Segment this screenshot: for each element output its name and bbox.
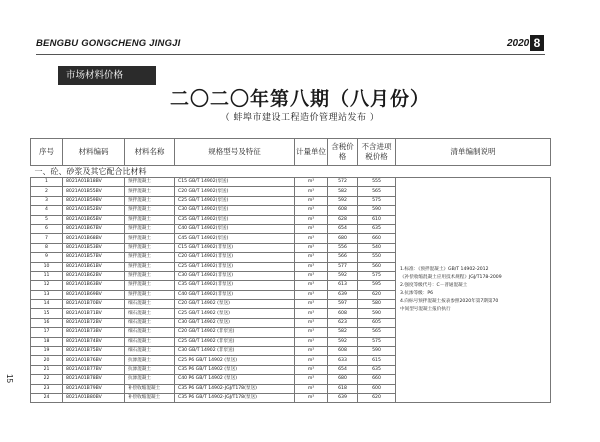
cell-name: 预拌混凝土 — [125, 196, 175, 205]
cell-no: 3 — [31, 196, 63, 205]
cell-name: 细石混凝土 — [125, 300, 175, 309]
cell-unit: m³ — [295, 224, 328, 233]
cell-spec: C25 GB/T 14902(泵送) — [175, 196, 295, 205]
cell-no: 12 — [31, 281, 63, 290]
cell-name: 预拌混凝土 — [125, 290, 175, 299]
cell-name: 细石混凝土 — [125, 309, 175, 318]
cell-tax-price: 605 — [358, 318, 396, 327]
header-unit: 计量单位 — [295, 139, 328, 166]
cell-price: 608 — [328, 206, 358, 215]
cell-unit: m³ — [295, 365, 328, 374]
cell-unit: m³ — [295, 281, 328, 290]
cell-tax-price: 575 — [358, 196, 396, 205]
cell-unit: m³ — [295, 328, 328, 337]
cell-code: 8021A01B55BV — [63, 187, 125, 196]
cell-no: 9 — [31, 253, 63, 262]
cell-tax-price: 565 — [358, 187, 396, 196]
cell-tax-price: 540 — [358, 243, 396, 252]
cell-code: 8021A01B75BV — [63, 347, 125, 356]
cell-price: 592 — [328, 196, 358, 205]
cell-no: 23 — [31, 384, 63, 393]
cell-price: 577 — [328, 262, 358, 271]
cell-unit: m³ — [295, 290, 328, 299]
cell-unit: m³ — [295, 243, 328, 252]
cell-name: 补偿收缩混凝土 — [125, 393, 175, 402]
cell-price: 613 — [328, 281, 358, 290]
note-cell — [396, 178, 551, 403]
cell-price: 556 — [328, 243, 358, 252]
cell-price: 680 — [328, 375, 358, 384]
cell-no: 1 — [31, 178, 63, 187]
cell-tax-price: 595 — [358, 281, 396, 290]
table-row — [31, 178, 551, 187]
cell-tax-price: 600 — [358, 384, 396, 393]
cell-tax-price: 635 — [358, 224, 396, 233]
cell-unit: m³ — [295, 318, 328, 327]
header-tax-price: 不含进项税价格 — [358, 139, 396, 166]
cell-name: 细石混凝土 — [125, 347, 175, 356]
cell-price: 597 — [328, 300, 358, 309]
cell-no: 2 — [31, 187, 63, 196]
cell-name: 预拌混凝土 — [125, 281, 175, 290]
cell-no: 24 — [31, 393, 63, 402]
price-table — [30, 138, 551, 403]
header-note: 清单编制说明 — [396, 139, 551, 166]
cell-tax-price: 590 — [358, 347, 396, 356]
cell-code: 8021A01B68BV — [63, 234, 125, 243]
cell-unit: m³ — [295, 196, 328, 205]
cell-spec: C20 GB/T 14902 (泵送) — [175, 300, 295, 309]
cell-spec: C35 P6 GB/T 14902 (泵送) — [175, 365, 295, 374]
cell-unit: m³ — [295, 178, 328, 187]
cell-unit: m³ — [295, 347, 328, 356]
cell-tax-price: 590 — [358, 309, 396, 318]
cell-spec: C30 GB/T 14902(非泵送) — [175, 271, 295, 280]
journal-name: BENGBU GONGCHENG JINGJI — [36, 38, 181, 49]
cell-name: 预拌混凝土 — [125, 215, 175, 224]
cell-no: 20 — [31, 356, 63, 365]
cell-no: 4 — [31, 206, 63, 215]
note-line: 3.抗渗等级：P6 — [400, 291, 434, 297]
cell-tax-price: 560 — [358, 262, 396, 271]
cell-spec: C35 P6 GB/T 14902-JGJ/T178(泵送) — [175, 393, 295, 402]
cell-price: 623 — [328, 318, 358, 327]
cell-no: 17 — [31, 328, 63, 337]
note-line: 中间型号混凝土报价执行 — [400, 307, 451, 313]
note-line: 2.强度等级代号：C－普通混凝土 — [400, 283, 468, 289]
cell-price: 566 — [328, 253, 358, 262]
cell-no: 5 — [31, 215, 63, 224]
header-no: 序号 — [31, 139, 63, 166]
cell-spec: C15 GB/T 14902(非泵送) — [175, 243, 295, 252]
cell-unit: m³ — [295, 234, 328, 243]
cell-name: 预拌混凝土 — [125, 224, 175, 233]
cell-name: 抗渗混凝土 — [125, 356, 175, 365]
cell-price: 582 — [328, 328, 358, 337]
cell-no: 10 — [31, 262, 63, 271]
cell-tax-price: 580 — [358, 300, 396, 309]
issue-year: 2020 — [507, 38, 530, 49]
cell-spec: C25 GB/T 14902 (泵送) — [175, 309, 295, 318]
cell-no: 11 — [31, 271, 63, 280]
issue-number-badge: 8 — [530, 35, 544, 51]
cell-name: 细石混凝土 — [125, 328, 175, 337]
cell-unit: m³ — [295, 187, 328, 196]
header-code: 材料编码 — [63, 139, 125, 166]
cell-spec: C35 GB/T 14902(非泵送) — [175, 281, 295, 290]
cell-spec: C15 GB/T 14902(泵送) — [175, 178, 295, 187]
cell-price: 608 — [328, 347, 358, 356]
cell-name: 细石混凝土 — [125, 337, 175, 346]
cell-name: 补偿收缩混凝土 — [125, 384, 175, 393]
cell-unit: m³ — [295, 300, 328, 309]
cell-unit: m³ — [295, 253, 328, 262]
cell-price: 654 — [328, 224, 358, 233]
cell-no: 16 — [31, 318, 63, 327]
cell-tax-price: 550 — [358, 253, 396, 262]
cell-no: 18 — [31, 337, 63, 346]
cell-price: 608 — [328, 309, 358, 318]
cell-no: 15 — [31, 309, 63, 318]
cell-spec: C20 GB/T 14902(泵送) — [175, 187, 295, 196]
cell-code: 8021A01B80BV — [63, 393, 125, 402]
cell-code: 8021A01B78BV — [63, 375, 125, 384]
cell-price: 639 — [328, 393, 358, 402]
table-header-row — [31, 139, 551, 166]
cell-price: 618 — [328, 384, 358, 393]
page-subtitle: （ 蚌埠市建设工程造价管理站发布 ） — [220, 113, 380, 123]
cell-tax-price: 660 — [358, 375, 396, 384]
cell-spec: C25 P6 GB/T 14902 (泵送) — [175, 356, 295, 365]
cell-price: 633 — [328, 356, 358, 365]
cell-spec: C30 GB/T 14902 (非泵送) — [175, 347, 295, 356]
cell-name: 预拌混凝土 — [125, 243, 175, 252]
cell-name: 抗渗混凝土 — [125, 365, 175, 374]
cell-name: 预拌混凝土 — [125, 253, 175, 262]
cell-name: 抗渗混凝土 — [125, 375, 175, 384]
cell-no: 6 — [31, 224, 63, 233]
cell-code: 8021A01B79BV — [63, 384, 125, 393]
category-row — [31, 166, 551, 178]
cell-name: 预拌混凝土 — [125, 187, 175, 196]
cell-price: 582 — [328, 187, 358, 196]
cell-code: 8021A01B76BV — [63, 356, 125, 365]
cell-spec: C30 GB/T 14902 (泵送) — [175, 318, 295, 327]
cell-tax-price: 575 — [358, 271, 396, 280]
cell-price: 654 — [328, 365, 358, 374]
cell-price: 592 — [328, 271, 358, 280]
section-tag: 市场材料价格 — [58, 66, 156, 85]
cell-no: 8 — [31, 243, 63, 252]
page-header — [0, 0, 600, 58]
cell-name: 预拌混凝土 — [125, 271, 175, 280]
cell-spec: C20 GB/T 14902(非泵送) — [175, 253, 295, 262]
cell-spec: C45 GB/T 14902(泵送) — [175, 234, 295, 243]
cell-unit: m³ — [295, 393, 328, 402]
cell-tax-price: 635 — [358, 365, 396, 374]
cell-spec: C40 GB/T 14902(非泵送) — [175, 290, 295, 299]
header-name: 材料名称 — [125, 139, 175, 166]
cell-code: 8021A01B52BV — [63, 206, 125, 215]
cell-no: 14 — [31, 300, 63, 309]
note-line: 1.标准：《预拌混凝土》GB/T 14902-2012 — [400, 267, 489, 273]
cell-code: 8021A01B65BV — [63, 215, 125, 224]
header-spec: 规格型号及特征 — [175, 139, 295, 166]
cell-unit: m³ — [295, 262, 328, 271]
cell-tax-price: 590 — [358, 206, 396, 215]
cell-code: 8021A01B67BV — [63, 224, 125, 233]
cell-tax-price: 660 — [358, 234, 396, 243]
cell-code: 8021A01B71BV — [63, 309, 125, 318]
cell-code: 8021A01B77BV — [63, 365, 125, 374]
side-page-number: 15 — [5, 374, 14, 383]
cell-code: 8021A01B74BV — [63, 337, 125, 346]
cell-code: 8021A01B70BV — [63, 300, 125, 309]
cell-tax-price: 575 — [358, 337, 396, 346]
cell-code: 8021A01B62BV — [63, 271, 125, 280]
header-divider — [36, 54, 545, 55]
note-line: 4.向标号预拌混凝土按表参照2020年第7期第70 — [400, 299, 499, 305]
cell-code: 8021A01B53BV — [63, 243, 125, 252]
cell-no: 7 — [31, 234, 63, 243]
cell-name: 预拌混凝土 — [125, 178, 175, 187]
cell-price: 572 — [328, 178, 358, 187]
cell-tax-price: 565 — [358, 328, 396, 337]
cell-price: 680 — [328, 234, 358, 243]
cell-code: 8021A01B61BV — [63, 262, 125, 271]
cell-unit: m³ — [295, 309, 328, 318]
cell-unit: m³ — [295, 384, 328, 393]
cell-unit: m³ — [295, 356, 328, 365]
note-line: 《补偿收缩混凝土应用技术规程》JGJ/T178-2009 — [400, 275, 502, 281]
cell-no: 19 — [31, 347, 63, 356]
cell-unit: m³ — [295, 215, 328, 224]
cell-code: 8021A01B57BV — [63, 253, 125, 262]
page-title: 二〇二〇年第八期（八月份） — [169, 88, 430, 110]
cell-tax-price: 615 — [358, 356, 396, 365]
cell-spec: C35 P6 GB/T 14902-JGJ/T178(泵送) — [175, 384, 295, 393]
cell-unit: m³ — [295, 375, 328, 384]
cell-code: 8021A01B18BV — [63, 178, 125, 187]
cell-unit: m³ — [295, 337, 328, 346]
cell-code: 8021A01B69BV — [63, 290, 125, 299]
cell-price: 639 — [328, 290, 358, 299]
cell-spec: C25 GB/T 14902 (非泵送) — [175, 337, 295, 346]
cell-spec: C40 GB/T 14902(泵送) — [175, 224, 295, 233]
cell-name: 预拌混凝土 — [125, 262, 175, 271]
cell-tax-price: 620 — [358, 393, 396, 402]
cell-code: 8021A01B72BV — [63, 318, 125, 327]
cell-no: 13 — [31, 290, 63, 299]
cell-code: 8021A01B63BV — [63, 281, 125, 290]
cell-unit: m³ — [295, 271, 328, 280]
cell-no: 22 — [31, 375, 63, 384]
category-label: 一、砼、砂浆及其它配合比材料 — [31, 166, 551, 178]
cell-name: 细石混凝土 — [125, 318, 175, 327]
cell-code: 8021A01B73BV — [63, 328, 125, 337]
cell-tax-price: 555 — [358, 178, 396, 187]
cell-price: 592 — [328, 337, 358, 346]
cell-spec: C25 GB/T 14902(非泵送) — [175, 262, 295, 271]
cell-tax-price: 620 — [358, 290, 396, 299]
cell-unit: m³ — [295, 206, 328, 215]
cell-price: 628 — [328, 215, 358, 224]
cell-tax-price: 610 — [358, 215, 396, 224]
header-price: 含税价格 — [328, 139, 358, 166]
cell-no: 21 — [31, 365, 63, 374]
cell-code: 8021A01B59BV — [63, 196, 125, 205]
cell-spec: C20 GB/T 14902 (非泵送) — [175, 328, 295, 337]
cell-spec: C30 GB/T 14902(泵送) — [175, 206, 295, 215]
cell-name: 预拌混凝土 — [125, 206, 175, 215]
cell-name: 预拌混凝土 — [125, 234, 175, 243]
cell-spec: C35 GB/T 14902(泵送) — [175, 215, 295, 224]
cell-spec: C40 P6 GB/T 14902 (泵送) — [175, 375, 295, 384]
